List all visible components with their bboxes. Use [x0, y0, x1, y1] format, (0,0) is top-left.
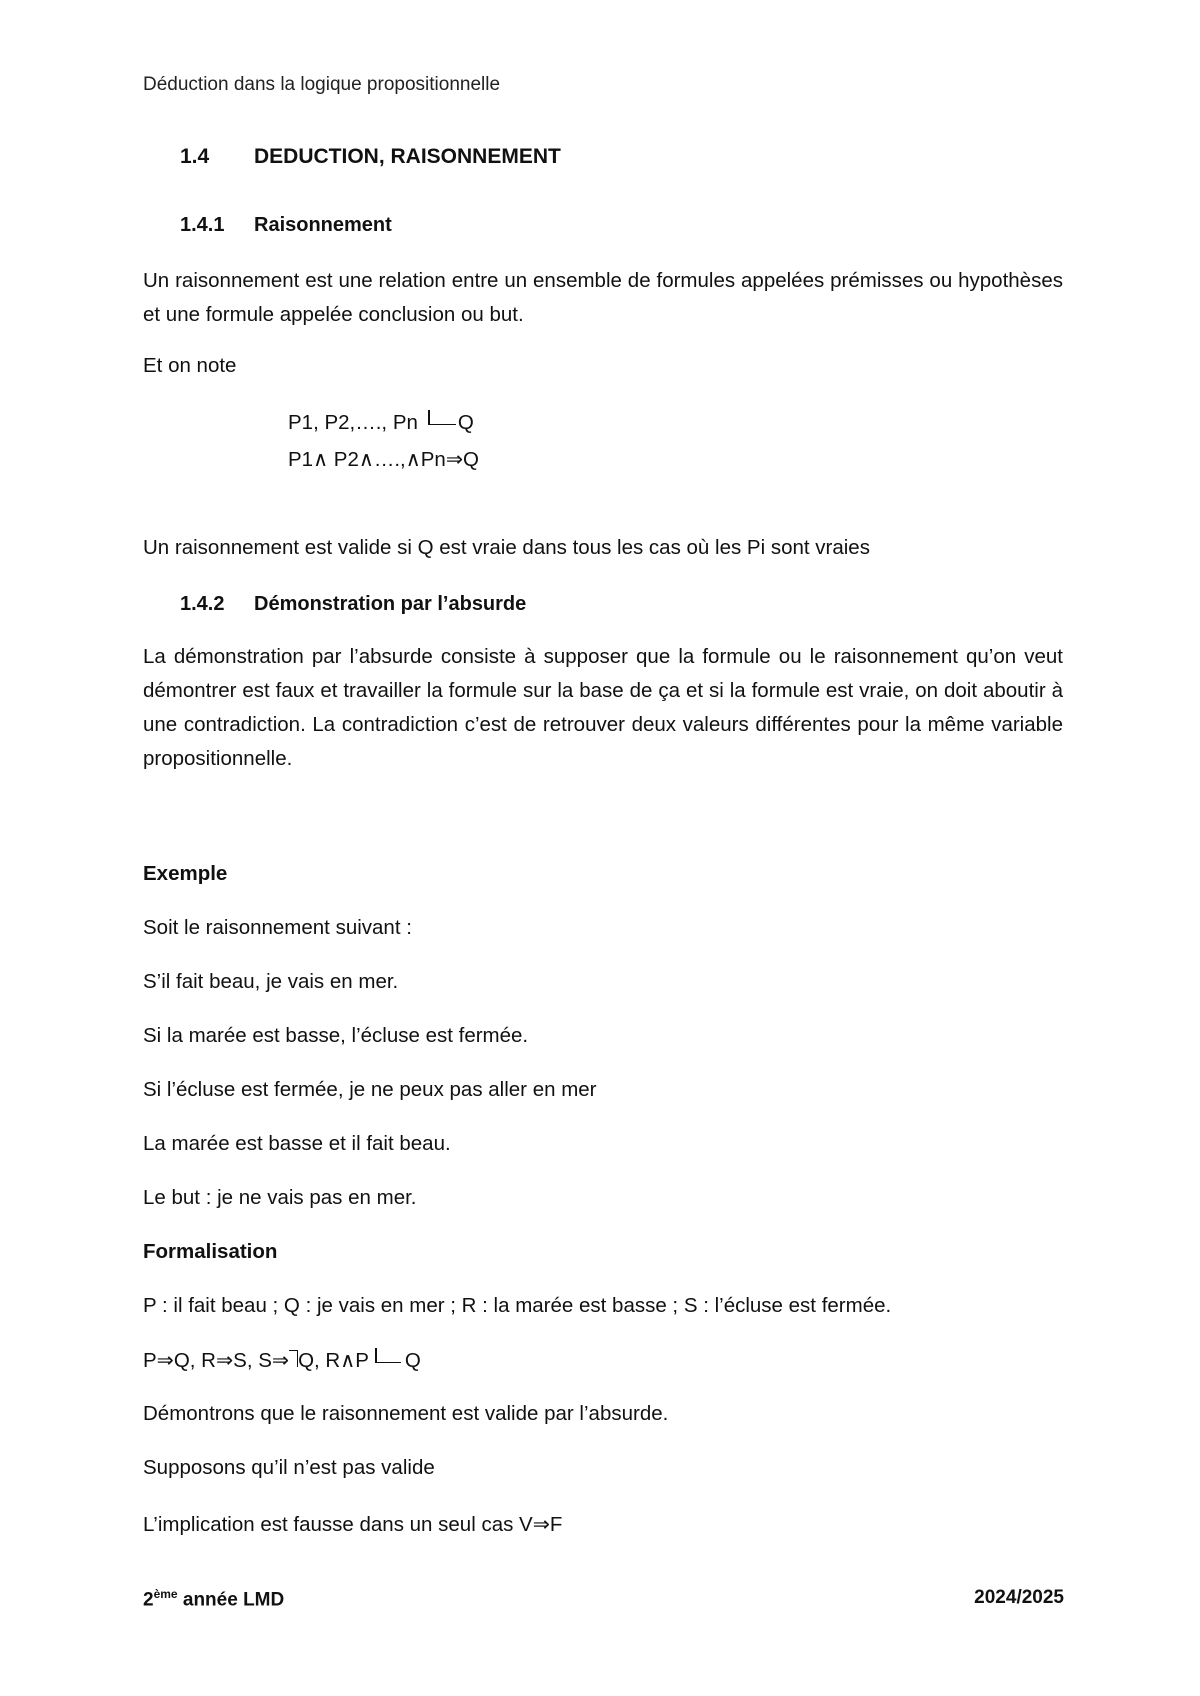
example-goal: Le but : je ne vais pas en mer. — [143, 1186, 417, 1209]
section-title: DEDUCTION, RAISONNEMENT — [254, 145, 561, 168]
formalisation-heading: Formalisation — [143, 1240, 278, 1263]
example-line-4: La marée est basse et il fait beau. — [143, 1132, 451, 1155]
assumption-line: Supposons qu’il n’est pas valide — [143, 1456, 435, 1479]
subsection-number-2: 1.4.2 — [180, 593, 225, 615]
formula-conclusion: Q — [457, 411, 474, 434]
example-line-1: S’il fait beau, je vais en mer. — [143, 970, 399, 993]
footer-date: 2024/2025 — [974, 1587, 1064, 1608]
subsection-title-1: Raisonnement — [254, 214, 392, 236]
formula-part-a: P⇒Q, R⇒S, S⇒ — [143, 1349, 290, 1372]
formula-premises: P1, P2,…., Pn — [288, 411, 418, 434]
subsection-heading-1 — [180, 214, 392, 237]
example-intro: Soit le raisonnement suivant : — [143, 916, 412, 939]
section-heading — [180, 145, 561, 169]
formalisation-variables: P : il fait beau ; Q : je vais en mer ; R : la marée est basse ; S : l’écluse est fermée. — [143, 1294, 892, 1317]
section-number: 1.4 — [180, 145, 210, 168]
subsection-number-1: 1.4.1 — [180, 214, 225, 236]
formula-implication: P1∧ P2∧….,∧Pn⇒Q — [288, 448, 479, 471]
subsection-heading-2 — [180, 593, 526, 616]
formalisation-formula — [143, 1348, 421, 1373]
absurde-definition: La démonstration par l’absurde consiste à supposer que la formule ou le raisonnement qu’on veut démontrer est faux et travailler la formule sur la base de ça et si la formule est vraie, on doit aboutir à une contradiction. La contradiction c’est de retrouver deux valeurs différentes pour la même variable propositionnelle. — [143, 645, 1063, 770]
example-heading: Exemple — [143, 862, 228, 885]
turnstile-symbol-2 — [375, 1348, 401, 1363]
raisonnement-definition: Un raisonnement est une relation entre un ensemble de formules appelées prémisses ou hypothèses et une formule appelée conclusion ou but. — [143, 269, 1063, 326]
footer-year-suffix: ème — [153, 1587, 178, 1601]
validity-statement: Un raisonnement est valide si Q est vraie dans tous les cas où les Pi sont vraies — [143, 536, 870, 559]
negation-symbol — [289, 1350, 298, 1367]
implication-line: L’implication est fausse dans un seul cas V⇒F — [143, 1513, 563, 1536]
footer-year-number: 2 — [143, 1589, 154, 1611]
footer-year-level — [143, 1587, 284, 1611]
formula-part-c: Q — [404, 1349, 421, 1372]
demonstration-line: Démontrons que le raisonnement est valide par l’absurde. — [143, 1402, 669, 1425]
example-line-2: Si la marée est basse, l’écluse est fermée. — [143, 1024, 529, 1047]
turnstile-symbol — [428, 410, 456, 425]
formula-part-b: Q, R∧P — [298, 1349, 369, 1372]
example-line-3: Si l’écluse est fermée, je ne peux pas aller en mer — [143, 1078, 597, 1101]
formula-turnstile — [288, 411, 474, 435]
footer-year-label: année LMD — [177, 1589, 285, 1611]
running-header: Déduction dans la logique propositionnelle — [143, 74, 501, 95]
subsection-title-2: Démonstration par l’absurde — [254, 593, 527, 615]
note-intro: Et on note — [143, 354, 237, 377]
